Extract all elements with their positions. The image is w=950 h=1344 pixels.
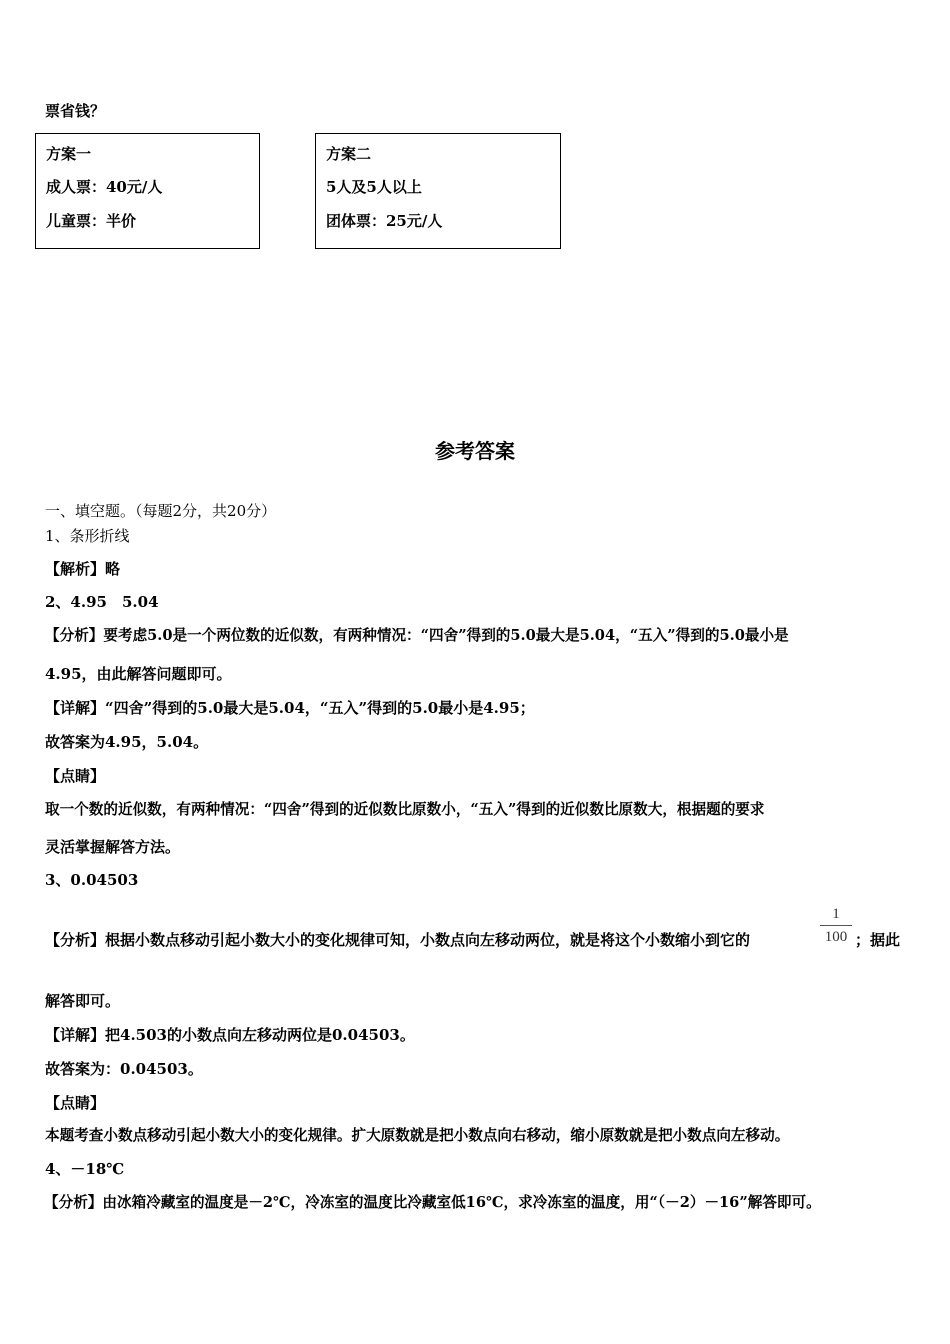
plan-one-adult-ticket: 成人票：40元/人: [46, 178, 163, 196]
q2-conclusion: 故答案为4.95，5.04。: [45, 733, 209, 751]
plan-one-child-ticket: 儿童票：半价: [46, 212, 137, 230]
q3-analysis-line2: 解答即可。: [45, 992, 121, 1010]
q1-answer: 1、条形折线: [45, 527, 130, 545]
q3-analysis-before: 【分析】根据小数点移动引起小数大小的变化规律可知，小数点向左移动两位，就是将这个小数缩小到它的: [45, 931, 751, 949]
q4-analysis: 【分析】由冰箱冷藏室的温度是－2℃，冷冻室的温度比冷藏室低16℃，求冷冻室的温度，用“（－2）－16”解答即可。: [44, 1194, 821, 1211]
q2-comment-label: 【点睛】: [45, 767, 106, 785]
fraction-bar: [820, 925, 852, 926]
plan-two-group-ticket: 团体票：25元/人: [326, 212, 443, 230]
q2-analysis-line1: 【分析】要考虑5.0是一个两位数的近似数，有两种情况：“四舍”得到的5.0最大是5.04，“五入”得到的5.0最小是: [45, 627, 789, 644]
fraction-denominator: 100: [824, 929, 848, 945]
plan-one-title: 方案一: [46, 145, 92, 163]
section-one-header: 一、填空题。（每题2分，共20分）: [45, 502, 277, 520]
q3-comment-label: 【点睛】: [45, 1094, 106, 1112]
q2-detail: 【详解】“四舍”得到的5.0最大是5.04，“五入”得到的5.0最小是4.95；: [45, 699, 535, 717]
q2-comment-line2: 灵活掌握解答方法。: [45, 838, 181, 856]
q2-answer: 2、4.95 5.04: [45, 593, 159, 611]
q3-answer: 3、0.04503: [45, 871, 139, 889]
fraction-one-hundredth: [820, 904, 852, 946]
q1-analysis: 【解析】略: [45, 560, 121, 578]
q2-comment-line1: 取一个数的近似数，有两种情况：“四舍”得到的近似数比原数小，“五入”得到的近似数比原数大，根据题的要求: [45, 801, 765, 818]
q3-analysis-after: ；据此: [855, 931, 901, 949]
plan-two-title: 方案二: [326, 145, 372, 163]
q3-comment: 本题考查小数点移动引起小数大小的变化规律。扩大原数就是把小数点向右移动，缩小原数就是把小数点向左移动。: [45, 1127, 790, 1144]
q4-answer: 4、－18℃: [45, 1160, 125, 1178]
plan-one-box: [35, 133, 260, 249]
q3-conclusion: 故答案为：0.04503。: [45, 1060, 203, 1078]
plan-two-condition: 5人及5人以上: [326, 178, 422, 196]
plan-two-box: [315, 133, 561, 249]
fraction-numerator: 1: [832, 906, 840, 922]
answers-title: 参考答案: [435, 439, 515, 463]
question-tail: 票省钱？: [45, 102, 106, 120]
q2-analysis-line2: 4.95，由此解答问题即可。: [45, 665, 232, 683]
q3-detail: 【详解】把4.503的小数点向左移动两位是0.04503。: [45, 1026, 415, 1044]
